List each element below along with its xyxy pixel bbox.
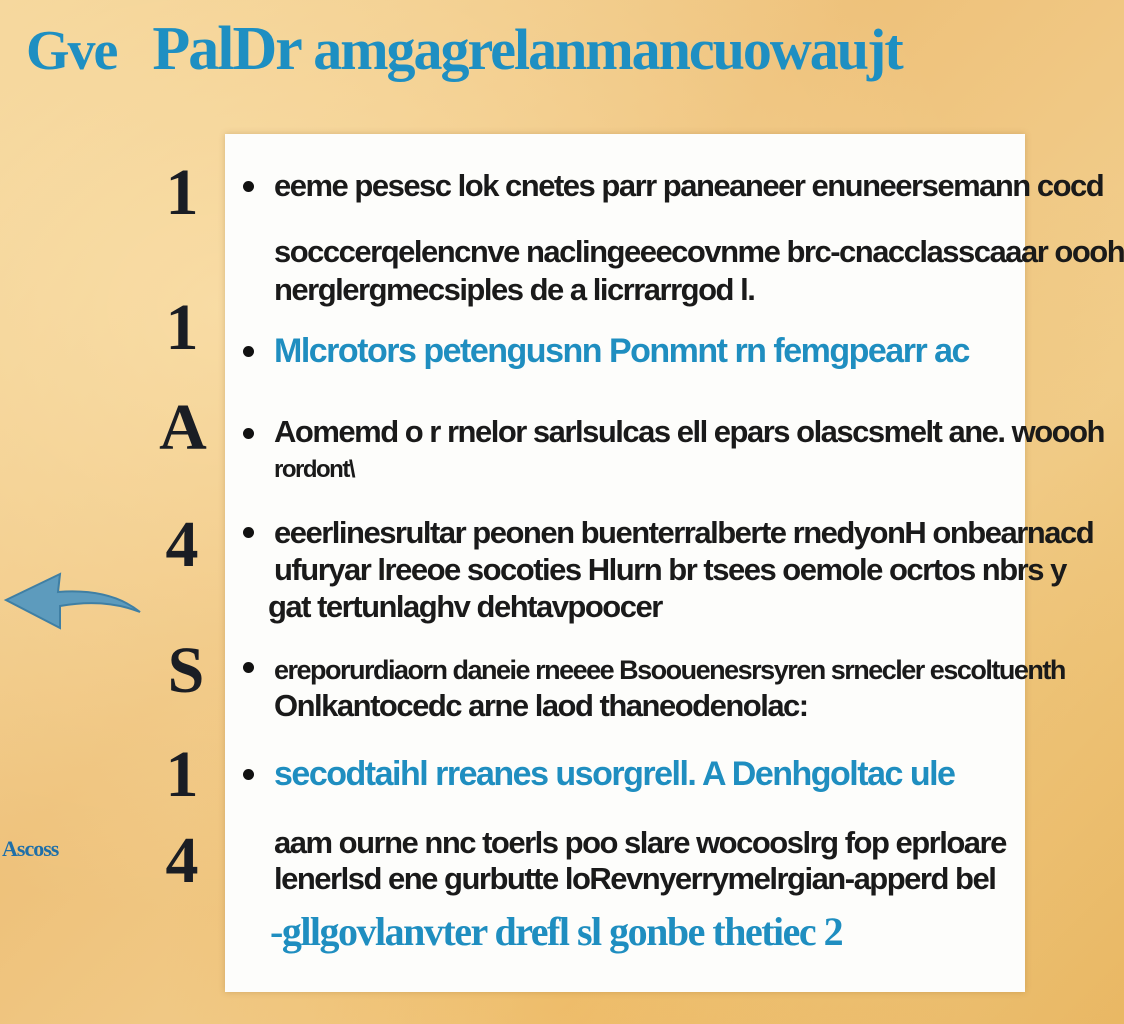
list-item-line: nerglergmecsiples de a licrrarrgod l. — [274, 272, 755, 307]
title-word-3: amgagrelanmancuowaujt — [313, 17, 902, 82]
list-item-line: lenerlsd ene gurbutte loRevnyerrymelrgian-apperd bel — [274, 861, 996, 896]
list-footer-line: -gllgovlanvter drefl sl gonbe thetiec 2 — [270, 909, 843, 954]
list-item-heading: Mlcrotors petengusnn Ponmnt rn femgpearr ac — [274, 332, 969, 370]
list-item-heading: secodtaihl rreanes usorgrell. A Denhgoltac ule — [274, 755, 955, 793]
bullet — [243, 662, 254, 673]
list-item-line: eeerlinesrultar peonen buenterralberte rnedyonH onbearnacd — [274, 515, 1094, 550]
title-word-1: Gve — [26, 20, 117, 82]
list-item-line: eeme pesesc lok cnetes parr paneaneer enuneersemann cocd — [274, 168, 1104, 203]
list-item-line: Aomemd o r rnelor sarlsulcas ell epars olascsmelt ane. woooh — [274, 414, 1104, 449]
list-item-line: rordont\ — [274, 456, 354, 483]
list-item-line: ufuryar lreeoe socoties Hlurn br tsees oemole ocrtos nbrs y — [274, 552, 1066, 587]
bullet — [243, 769, 254, 780]
list-item-line: socccerqelencnve naclingeeecovnme brc-cnacclasscaaar oooh — [274, 234, 1124, 269]
marker-4: 4 — [165, 508, 199, 581]
list-item-line: gat tertunlaghv dehtavpoocer — [268, 589, 662, 624]
list-item-line: Onlkantocedc arne laod thaneodenolac: — [274, 688, 808, 723]
marker-7: 4 — [165, 824, 199, 897]
marker-5: S — [167, 634, 205, 707]
arrow-left-icon — [0, 566, 150, 636]
list-item-line: aam ourne nnc toerls poo slare wocooslrg fop eprloare — [274, 825, 1006, 860]
bullet — [243, 428, 254, 439]
list-item-line: ereporurdiaorn daneie rneeee Bsoouenesrsyren srnecler escoltuenth — [274, 655, 1065, 685]
marker-1: 1 — [165, 156, 199, 229]
page-title — [26, 14, 1026, 86]
bullet — [243, 346, 254, 357]
marker-6: 1 — [165, 738, 199, 811]
side-label: Ascoss — [2, 836, 59, 861]
bullet — [243, 527, 254, 538]
bullet — [243, 181, 254, 192]
marker-2: 1 — [165, 291, 199, 364]
title-word-2: PalDr — [152, 15, 300, 83]
marker-3: A — [159, 391, 207, 464]
